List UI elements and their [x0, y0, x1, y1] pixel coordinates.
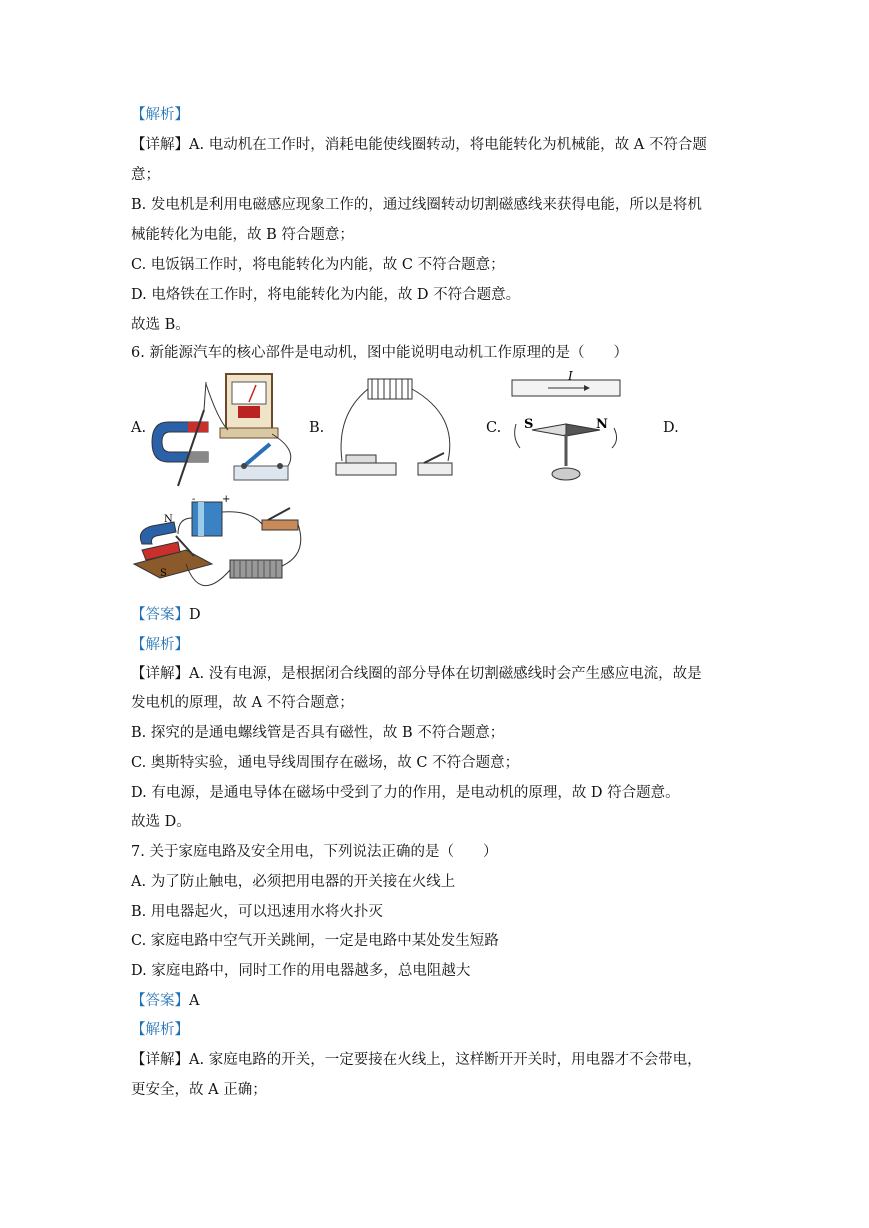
option-b-label: B. [309, 420, 325, 436]
figure-b-solenoid [332, 375, 462, 483]
detail-line: 械能转化为电能，故 B 符合题意； [131, 227, 354, 243]
conclusion-line: 故选 B。 [131, 317, 190, 333]
figure-a-generator [148, 370, 300, 488]
option-line: A. 为了防止触电，必须把用电器的开关接在火线上 [131, 874, 456, 890]
magnet-north-label: N [164, 514, 173, 525]
figure-c-oersted [508, 370, 626, 488]
detail-line: 意； [131, 167, 160, 183]
answer-7-value: A [189, 993, 200, 1009]
detail-line: B. 探究的是通电螺线管是否具有磁性，故 B 不符合题意； [131, 725, 505, 741]
answer-7 [131, 991, 199, 1011]
detail-line: 发电机的原理，故 A 不符合题意； [131, 695, 354, 711]
north-pole-label: N [596, 417, 608, 432]
analysis-heading: 【解析】 [131, 637, 189, 653]
detail-line: 【详解】A. 家庭电路的开关，一定要接在火线上，这样断开开关时，用电器才不会带电， [131, 1052, 702, 1068]
answer-6-value: D [189, 607, 201, 623]
option-a-label: A. [131, 420, 147, 436]
detail-line: C. 奥斯特实验，通电导线周围存在磁场，故 C 不符合题意； [131, 755, 520, 771]
answer-7-bracket: 【答案】 [131, 993, 189, 1009]
detail-line: D. 有电源，是通电导体在磁场中受到了力的作用，是电动机的原理，故 D 符合题意。 [131, 785, 680, 801]
analysis-heading: 【解析】 [131, 1022, 189, 1038]
option-c-label: C. [486, 420, 502, 436]
option-line: D. 家庭电路中，同时工作的用电器越多，总电阻越大 [131, 963, 471, 979]
battery-plus-label: + [222, 494, 231, 505]
question-7: 7. 关于家庭电路及安全用电，下列说法正确的是（ ） [131, 844, 498, 860]
answer-6-bracket: 【答案】 [131, 607, 189, 623]
detail-line: B. 发电机是利用电磁感应现象工作的，通过线圈转动切割磁感线来获得电能，所以是将机 [131, 197, 702, 213]
question-6: 6. 新能源汽车的核心部件是电动机，图中能说明电动机工作原理的是（ ） [131, 345, 628, 361]
battery-minus-label: - [192, 494, 196, 505]
conclusion-line: 故选 D。 [131, 814, 191, 830]
magnet-south-label: S [160, 568, 167, 579]
current-label: I [568, 370, 573, 383]
detail-line: 【详解】A. 电动机在工作时，消耗电能使线圈转动，将电能转化为机械能，故 A 不符合题 [131, 137, 707, 153]
option-line: C. 家庭电路中空气开关跳闸，一定是电路中某处发生短路 [131, 933, 499, 949]
analysis-heading: 【解析】 [131, 107, 189, 123]
detail-line: D. 电烙铁在工作时，将电能转化为内能，故 D 不符合题意。 [131, 287, 521, 303]
detail-line: 【详解】A. 没有电源，是根据闭合线圈的部分导体在切割磁感线时会产生感应电流，故是 [131, 666, 702, 682]
detail-line: 更安全，故 A 正确； [131, 1082, 267, 1098]
answer-6 [131, 605, 201, 625]
option-d-label: D. [663, 420, 679, 436]
detail-line: C. 电饭锅工作时，将电能转化为内能，故 C 不符合题意； [131, 257, 505, 273]
figure-d-motor [130, 494, 306, 598]
option-line: B. 用电器起火，可以迅速用水将火扑灭 [131, 904, 383, 920]
south-pole-label: S [524, 417, 534, 432]
